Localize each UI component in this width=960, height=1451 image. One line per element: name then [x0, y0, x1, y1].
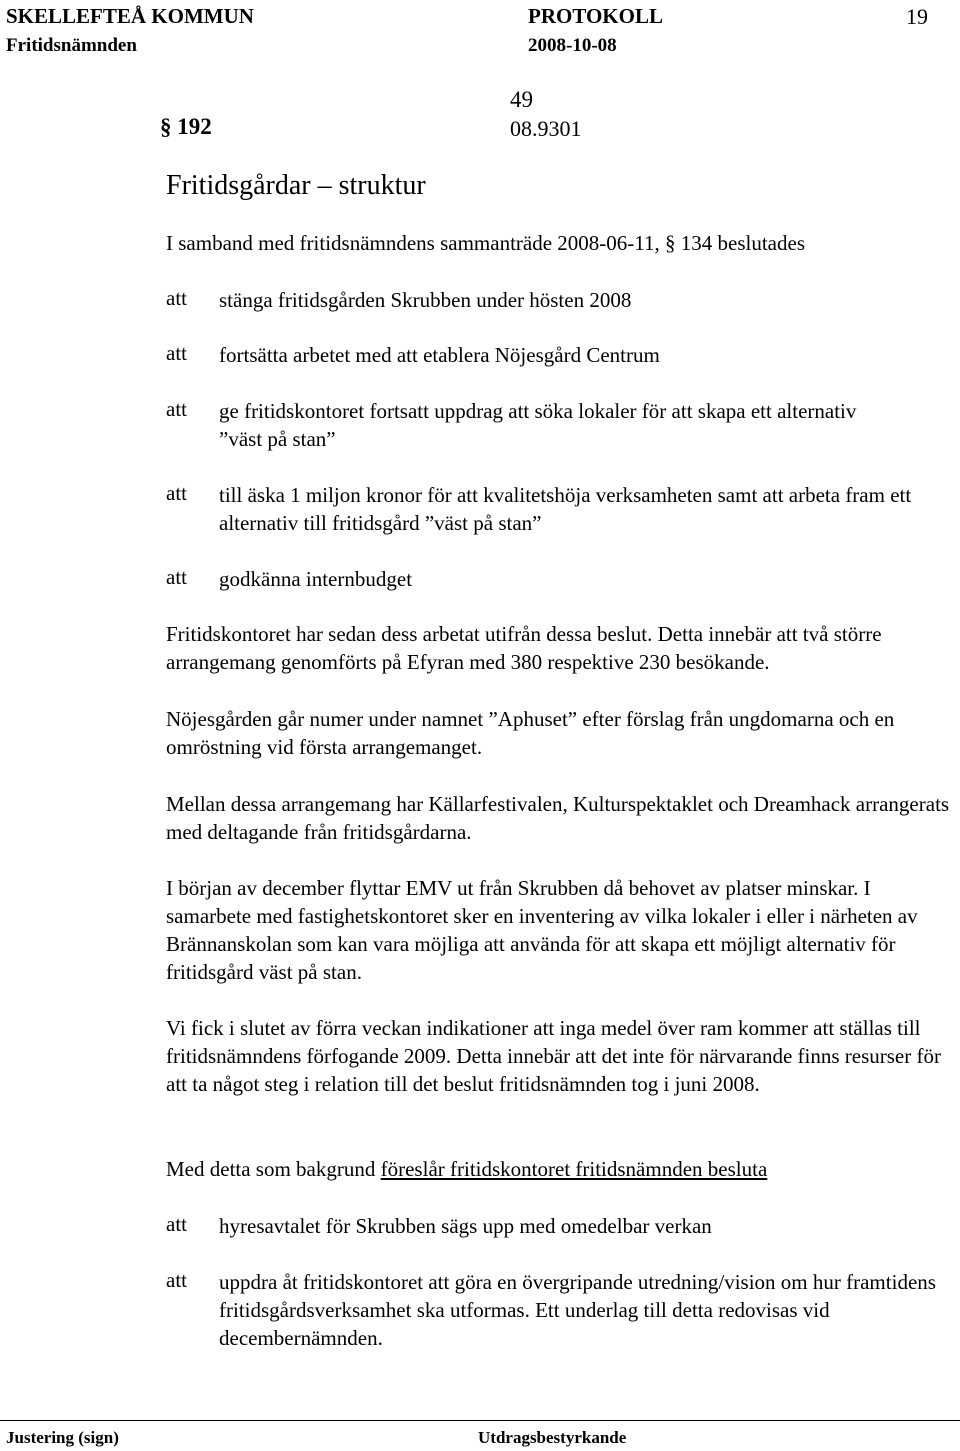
- decision-item: till äska 1 miljon kronor för att kvalitetshöja verksamheten samt att arbeta fram ett alternativ till fritidsgård ”väst på stan”: [219, 483, 912, 535]
- att-prefix: att: [166, 1212, 187, 1236]
- proposed-decision-item: hyresavtalet för Skrubben sägs upp med omedelbar verkan: [219, 1214, 712, 1238]
- footer-divider: [0, 1420, 960, 1421]
- decision-item: stänga fritidsgården Skrubben under hösten 2008: [219, 288, 632, 312]
- att-prefix: att: [166, 397, 187, 421]
- att-prefix: att: [166, 1268, 187, 1292]
- paragraph: Nöjesgården går numer under namnet ”Aphuset” efter förslag från ungdomarna och en omröstning vid första arrangemanget.: [166, 707, 895, 759]
- document-type: PROTOKOLL: [528, 4, 663, 28]
- paragraph: I början av december flyttar EMV ut från Skrubben då behovet av platser minskar. I samarbete med fastighetskontoret sker en inventering av vilka lokaler i eller i närheten av Brännanskolan som kan vara möjliga att använda för att skapa ett möjligt alternativ för fritidsgård väst på stan.: [166, 876, 918, 984]
- paragraph-number: § 192: [160, 114, 212, 139]
- page-number: 19: [906, 4, 928, 29]
- att-prefix: att: [166, 481, 187, 505]
- paragraph: Vi fick i slutet av förra veckan indikationer att inga medel över ram kommer att ställas till fritidsnämndens förfogande 2009. Detta innebär att det inte för närvarande finns resurser för att ta något steg i relation till det beslut fritidsnämnden tog i juni 2008.: [166, 1016, 941, 1096]
- case-count: 49: [510, 87, 533, 112]
- decision-item: ge fritidskontoret fortsatt uppdrag att söka lokaler för att skapa ett alternativ ”väst på stan”: [219, 399, 857, 451]
- paragraph: Mellan dessa arrangemang har Källarfestivalen, Kulturspektaklet och Dreamhack arrangerats med deltagande från fritidsgårdarna.: [166, 792, 950, 844]
- decision-item: godkänna internbudget: [219, 567, 413, 591]
- proposal-underlined: föreslår fritidskontoret fritidsnämnden besluta: [380, 1157, 768, 1181]
- footer-certification-label: Utdragsbestyrkande: [478, 1428, 627, 1447]
- page-title: Fritidsgårdar – struktur: [166, 170, 426, 201]
- decision-item: fortsätta arbetet med att etablera Nöjesgård Centrum: [219, 343, 660, 367]
- proposal-line: [166, 1155, 767, 1183]
- case-number: 08.9301: [510, 116, 582, 141]
- att-prefix: att: [166, 341, 187, 365]
- intro-text: I samband med fritidsnämndens sammanträde 2008-06-11, § 134 beslutades: [166, 231, 805, 255]
- footer-signature-label: Justering (sign): [6, 1428, 119, 1447]
- paragraph: Fritidskontoret har sedan dess arbetat utifrån dessa beslut. Detta innebär att två större arrangemang genomförts på Efyran med 380 respektive 230 besökande.: [166, 622, 882, 674]
- proposed-decision-item: uppdra åt fritidskontoret att göra en övergripande utredning/vision om hur framtidens fritidsgårdsverksamhet ska utformas. Ett underlag till detta redovisas vid decembernämnden.: [219, 1270, 936, 1350]
- att-prefix: att: [166, 565, 187, 589]
- organisation-name: SKELLEFTEÅ KOMMUN: [6, 4, 254, 28]
- committee-name: Fritidsnämnden: [6, 35, 137, 56]
- meeting-date: 2008-10-08: [528, 35, 617, 56]
- att-prefix: att: [166, 286, 187, 310]
- proposal-lead: Med detta som bakgrund: [166, 1157, 381, 1181]
